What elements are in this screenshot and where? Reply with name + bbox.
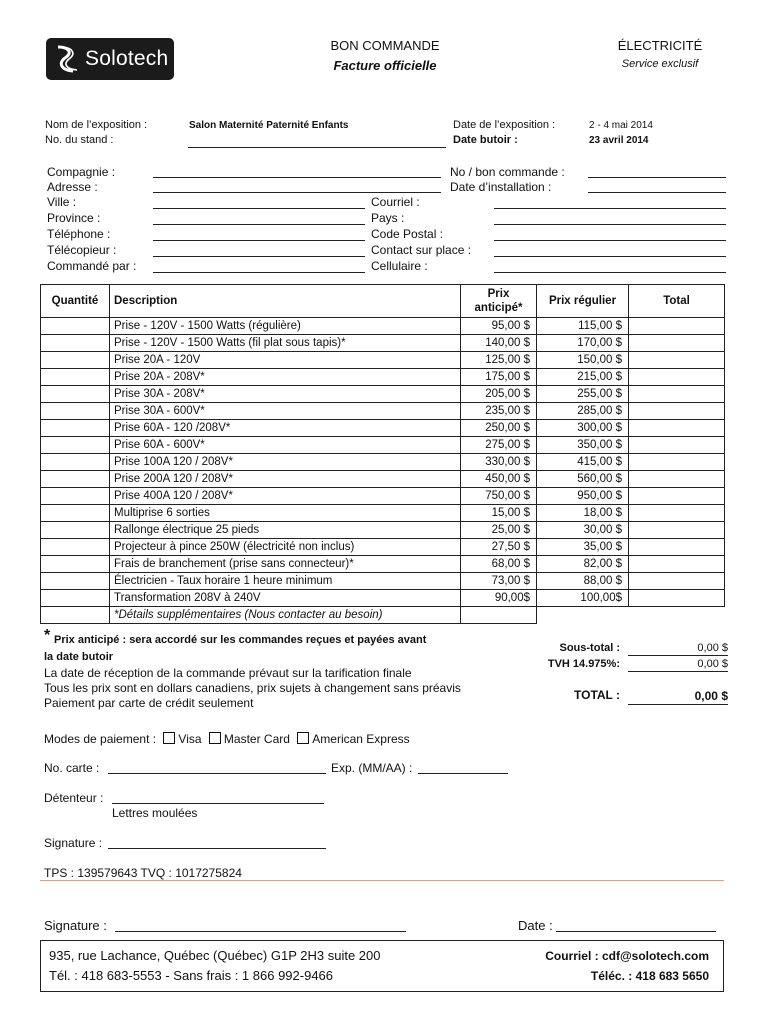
early-price-cell: 73,00 $ [461, 573, 537, 590]
stand-label: No. du stand : [45, 134, 114, 146]
early-price-cell: 90,00$ [461, 590, 537, 607]
table-row [41, 522, 725, 539]
logo-text: Solotech [85, 47, 169, 70]
early-price-cell: 175,00 $ [461, 369, 537, 386]
date-field[interactable] [556, 931, 716, 932]
total-cell[interactable] [629, 522, 725, 539]
visa-checkbox[interactable] [163, 732, 175, 744]
description-cell: Prise 60A - 120 /208V* [110, 420, 461, 437]
early-price-cell: 68,00 $ [461, 556, 537, 573]
card-no-label: No. carte : [44, 761, 100, 775]
regular-price-cell: 115,00 $ [537, 318, 629, 335]
tax-numbers: TPS : 139579643 TVQ : 1017275824 [44, 866, 242, 880]
description-cell: Prise - 120V - 1500 Watts (régulière) [110, 318, 461, 335]
company-phones: Tél. : 418 683-5553 - Sans frais : 1 866 992-9466 [49, 968, 334, 983]
quantity-cell[interactable] [41, 505, 110, 522]
note-line-1: Prix anticipé : sera accordé sur les commandes reçues et payées avant [54, 634, 427, 646]
regular-price-cell: 255,00 $ [537, 386, 629, 403]
order-no-field[interactable] [588, 177, 726, 178]
company-label: Compagnie : [47, 165, 116, 179]
quantity-cell [41, 607, 110, 624]
early-price-cell: 330,00 $ [461, 454, 537, 471]
phone-field[interactable] [153, 240, 365, 241]
tax-value: 0,00 $ [697, 658, 728, 670]
early-price-cell: 25,00 $ [461, 522, 537, 539]
table-row [41, 335, 725, 352]
regular-price-cell: 82,00 $ [537, 556, 629, 573]
postal-field[interactable] [494, 240, 726, 241]
holder-field[interactable] [112, 803, 324, 804]
description-cell: Prise 100A 120 / 208V* [110, 454, 461, 471]
quantity-cell[interactable] [41, 352, 110, 369]
quantity-cell[interactable] [41, 386, 110, 403]
regular-price-cell: 415,00 $ [537, 454, 629, 471]
contact-field[interactable] [494, 256, 726, 257]
form-title: BON COMMANDE [330, 38, 440, 53]
total-cell[interactable] [629, 573, 725, 590]
amex-label: American Express [312, 732, 410, 746]
note-line-3: La date de réception de la commande prévaut sur la tarification finale [44, 666, 412, 680]
total-line [628, 704, 728, 705]
note-line-2: la date butoir [44, 651, 114, 663]
address-label: Adresse : [47, 180, 98, 194]
exp-label: Exp. (MM/AA) : [331, 761, 413, 775]
expo-name-label: Nom de l’exposition : [45, 119, 148, 131]
holder-hint: Lettres moulées [112, 806, 198, 820]
ordered-by-label: Commandé par : [47, 259, 137, 273]
card-signature-label: Signature : [44, 836, 103, 850]
total-cell[interactable] [629, 437, 725, 454]
table-row [41, 590, 725, 607]
total-cell[interactable] [629, 369, 725, 386]
signature-label: Signature : [44, 918, 107, 933]
category-title: ÉLECTRICITÉ [617, 38, 703, 53]
description-cell: Multiprise 6 sorties [110, 505, 461, 522]
expo-date-label: Date de l’exposition : [453, 119, 556, 131]
description-cell: Rallonge électrique 25 pieds [110, 522, 461, 539]
description-cell: Frais de branchement (prise sans connecteur)* [110, 556, 461, 573]
payment-methods [44, 732, 410, 746]
phone-label: Téléphone : [47, 227, 111, 241]
header-total: Total [629, 285, 725, 318]
early-price-cell: 27,50 $ [461, 539, 537, 556]
total-cell[interactable] [629, 420, 725, 437]
company-info-box [40, 940, 724, 992]
total-cell[interactable] [629, 403, 725, 420]
note-star: * [44, 627, 51, 644]
order-no-label: No / bon commande : [450, 165, 565, 179]
amex-checkbox[interactable] [297, 732, 309, 744]
quantity-cell[interactable] [41, 556, 110, 573]
total-cell[interactable] [629, 335, 725, 352]
card-no-field[interactable] [108, 773, 326, 774]
company-fax: Téléc. : 418 683 5650 [590, 969, 709, 983]
quantity-cell[interactable] [41, 471, 110, 488]
deadline-value: 23 avril 2014 [589, 135, 649, 146]
postal-label: Code Postal : [371, 227, 444, 241]
regular-price-cell: 30,00 $ [537, 522, 629, 539]
description-cell: Prise 200A 120 / 208V* [110, 471, 461, 488]
card-signature-field[interactable] [108, 848, 326, 849]
table-row [41, 369, 725, 386]
table-row [41, 420, 725, 437]
description-cell: Prise 20A - 120V [110, 352, 461, 369]
quantity-cell[interactable] [41, 539, 110, 556]
province-label: Province : [47, 211, 101, 225]
quantity-cell[interactable] [41, 522, 110, 539]
regular-price-cell: 350,00 $ [537, 437, 629, 454]
cell-label: Cellulaire : [371, 259, 428, 273]
description-cell: Électricien - Taux horaire 1 heure minimum [110, 573, 461, 590]
early-price-cell: 275,00 $ [461, 437, 537, 454]
table-row [41, 505, 725, 522]
early-price-cell: 235,00 $ [461, 403, 537, 420]
total-cell[interactable] [629, 471, 725, 488]
quantity-cell[interactable] [41, 420, 110, 437]
mastercard-checkbox[interactable] [209, 732, 221, 744]
early-price-cell: 15,00 $ [461, 505, 537, 522]
regular-price-cell: 950,00 $ [537, 488, 629, 505]
total-cell[interactable] [629, 386, 725, 403]
quantity-cell[interactable] [41, 590, 110, 607]
description-cell: Prise - 120V - 1500 Watts (fil plat sous tapis)* [110, 335, 461, 352]
total-cell[interactable] [629, 556, 725, 573]
company-email: Courriel : cdf@solotech.com [545, 949, 709, 963]
country-field[interactable] [494, 224, 726, 225]
regular-price-cell: 18,00 $ [537, 505, 629, 522]
tax-line [628, 671, 728, 672]
empty-cell [461, 607, 537, 624]
early-price-cell: 125,00 $ [461, 352, 537, 369]
total-cell[interactable] [629, 352, 725, 369]
table-row [41, 471, 725, 488]
exp-field[interactable] [418, 773, 508, 774]
early-price-cell: 450,00 $ [461, 471, 537, 488]
quantity-cell[interactable] [41, 403, 110, 420]
product-table [40, 284, 725, 624]
install-date-label: Date d’installation : [450, 180, 552, 194]
table-row [41, 437, 725, 454]
quantity-cell[interactable] [41, 335, 110, 352]
table-note: *Détails supplémentaires (Nous contacter au besoin) [110, 607, 461, 624]
quantity-cell[interactable] [41, 573, 110, 590]
table-row [41, 488, 725, 505]
header-quantity: Quantité [41, 285, 110, 318]
fax-label: Télécopieur : [47, 243, 117, 257]
quantity-cell[interactable] [41, 454, 110, 471]
subtotal-value: 0,00 $ [697, 642, 728, 654]
solotech-logo [46, 38, 174, 80]
install-date-field[interactable] [588, 192, 726, 193]
early-price-cell: 205,00 $ [461, 386, 537, 403]
tax-label: TVH 14.975%: [547, 658, 620, 670]
total-cell[interactable] [629, 318, 725, 335]
holder-label: Détenteur : [44, 791, 104, 805]
note-line-5: Paiement par carte de crédit seulement [44, 696, 254, 710]
expo-date-value: 2 - 4 mai 2014 [589, 120, 653, 131]
table-row [41, 318, 725, 335]
visa-label: Visa [178, 732, 202, 746]
address-field[interactable] [153, 192, 441, 193]
total-value: 0,00 $ [694, 689, 728, 703]
description-cell: Prise 400A 120 / 208V* [110, 488, 461, 505]
quantity-cell[interactable] [41, 488, 110, 505]
empty-cell [537, 607, 629, 624]
total-cell[interactable] [629, 505, 725, 522]
regular-price-cell: 35,00 $ [537, 539, 629, 556]
quantity-cell[interactable] [41, 437, 110, 454]
early-price-cell: 140,00 $ [461, 335, 537, 352]
section-divider [40, 880, 724, 881]
signature-field[interactable] [115, 931, 406, 932]
total-cell[interactable] [629, 488, 725, 505]
cell-field[interactable] [494, 272, 726, 273]
note-line-4: Tous les prix sont en dollars canadiens, prix sujets à changement sans préavis [44, 681, 461, 695]
table-row [41, 403, 725, 420]
total-cell[interactable] [629, 590, 725, 607]
total-cell[interactable] [629, 539, 725, 556]
city-label: Ville : [47, 195, 77, 209]
description-cell: Prise 20A - 208V* [110, 369, 461, 386]
quantity-cell[interactable] [41, 369, 110, 386]
table-row [41, 386, 725, 403]
table-row [41, 573, 725, 590]
header-regular-price: Prix régulier [537, 285, 629, 318]
regular-price-cell: 560,00 $ [537, 471, 629, 488]
regular-price-cell: 150,00 $ [537, 352, 629, 369]
table-note-row [41, 607, 725, 624]
deadline-label: Date butoir : [453, 134, 518, 146]
regular-price-cell: 285,00 $ [537, 403, 629, 420]
table-row [41, 454, 725, 471]
total-label: TOTAL : [574, 688, 620, 702]
expo-name-value: Salon Maternité Paternité Enfants [189, 120, 349, 131]
regular-price-cell: 88,00 $ [537, 573, 629, 590]
form-subtitle: Facture officielle [333, 58, 437, 73]
mastercard-label: Master Card [223, 732, 290, 746]
subtotal-label: Sous-total : [559, 642, 620, 654]
table-row [41, 539, 725, 556]
date-label: Date : [518, 918, 553, 933]
total-cell[interactable] [629, 454, 725, 471]
description-cell: Projecteur à pince 250W (électricité non inclus) [110, 539, 461, 556]
header-description: Description [110, 285, 461, 318]
province-field[interactable] [153, 224, 365, 225]
country-label: Pays : [371, 211, 405, 225]
email-field[interactable] [494, 208, 726, 209]
description-cell: Prise 30A - 208V* [110, 386, 461, 403]
header-early-price: Prix anticipé* [461, 285, 537, 318]
empty-cell [629, 607, 725, 624]
regular-price-cell: 300,00 $ [537, 420, 629, 437]
company-address: 935, rue Lachance, Québec (Québec) G1P 2H3 suite 200 [49, 948, 381, 963]
email-label: Courriel : [371, 195, 420, 209]
table-row [41, 556, 725, 573]
ordered-by-field[interactable] [153, 272, 365, 273]
description-cell: Prise 60A - 600V* [110, 437, 461, 454]
category-subtitle: Service exclusif [621, 58, 699, 70]
city-field[interactable] [153, 208, 365, 209]
fax-field[interactable] [153, 256, 365, 257]
early-price-cell: 95,00 $ [461, 318, 537, 335]
stand-field[interactable] [188, 147, 446, 148]
regular-price-cell: 170,00 $ [537, 335, 629, 352]
payment-label: Modes de paiement : [44, 732, 157, 746]
description-cell: Transformation 208V à 240V [110, 590, 461, 607]
regular-price-cell: 215,00 $ [537, 369, 629, 386]
early-price-cell: 750,00 $ [461, 488, 537, 505]
description-cell: Prise 30A - 600V* [110, 403, 461, 420]
solotech-swoosh-icon [53, 44, 81, 74]
regular-price-cell: 100,00$ [537, 590, 629, 607]
subtotal-line [628, 655, 728, 656]
quantity-cell[interactable] [41, 318, 110, 335]
early-price-cell: 250,00 $ [461, 420, 537, 437]
table-row [41, 352, 725, 369]
contact-label: Contact sur place : [371, 243, 472, 257]
company-field[interactable] [153, 177, 441, 178]
